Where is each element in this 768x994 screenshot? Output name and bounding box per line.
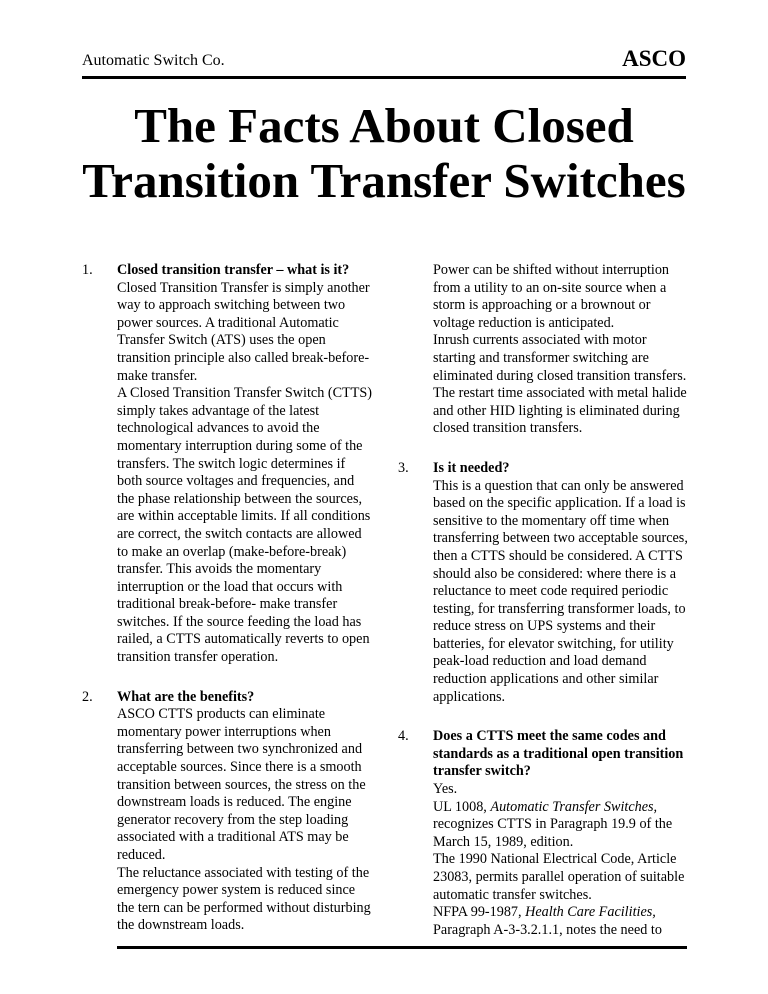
item-number: 2.: [82, 688, 93, 705]
header-rule: [82, 76, 686, 79]
right-column: [398, 262, 689, 961]
item-number: 4.: [398, 728, 409, 745]
faq-paragraph: The reluctance associated with testing of the emergency power system is reduced since the tern can be performed without disturbing the downstream loads.: [117, 864, 371, 934]
title-line-2: Transition Transfer Switches: [82, 153, 686, 208]
ul-text-post: recognizes CTTS in Paragraph 19.9 of the March 15, 1989, edition.: [433, 816, 673, 850]
item-number: 1.: [82, 262, 93, 278]
ul-text-pre: UL 1008,: [433, 798, 491, 815]
faq-paragraph: This is a question that can only be answered based on the specific application. If a load is sensitive to the momentary off time when transferring between two acceptable sources, then a CTTS should be considered. A CTTS should also be considered: where there is a reluctance to meet code required periodic testing, for transferring transformer loads, to reduce stress on UPS systems and their batteries, for elevator switching, for utility peak-load reduction and load demand reduction applications and other similar applications.: [433, 477, 688, 705]
faq-paragraph-nfpa: [433, 904, 689, 939]
left-column: [82, 262, 373, 957]
faq-item-2: [82, 688, 373, 935]
nfpa-text-post: Paragraph A-3-3.2.1.1, notes the need to: [433, 921, 662, 938]
faq-item-1: [82, 262, 373, 667]
faq-paragraph: Power can be shifted without interruption from a utility to an on-site source when a storm is approaching or a brownout or voltage reduction is anticipated.: [433, 262, 670, 331]
faq-paragraph-ul: [433, 799, 689, 852]
item-number: 3.: [398, 459, 409, 476]
nfpa-standard-title: Health Care Facilities,: [525, 904, 656, 921]
faq-question: What are the benefits?: [117, 688, 255, 705]
faq-answer: Yes.: [433, 781, 458, 798]
title-line-1: The Facts About Closed: [134, 98, 634, 153]
faq-paragraph: ASCO CTTS products can eliminate momentary power interruptions when transferring between two synchronized and acceptable sources. Since there is a smooth transition between sources, the stress on the downstream loads is reduced. The engine generator recovery from the step loading associated with a traditional ATS may be reduced.: [117, 706, 366, 863]
page-title: [60, 98, 708, 208]
faq-question: Is it needed?: [433, 459, 510, 476]
faq-paragraph: The restart time associated with metal halide and other HID lighting is eliminated during closed transition transfers.: [433, 385, 687, 437]
brand-logo-text: ASCO: [622, 46, 686, 71]
faq-item-2-continued: [433, 262, 689, 438]
company-name: Automatic Switch Co.: [82, 52, 225, 69]
faq-item-4: [398, 728, 689, 939]
faq-question: Does a CTTS meet the same codes and standards as a traditional open transition transfer switch?: [433, 728, 684, 780]
faq-paragraph: Inrush currents associated with motor starting and transformer switching are eliminated during closed transition transfers.: [433, 332, 687, 384]
faq-paragraph-nec: The 1990 National Electrical Code, Article 23083, permits parallel operation of suitable automatic transfer switches.: [433, 851, 685, 903]
faq-paragraph: Closed Transition Transfer is simply another way to approach switching between two power sources. A traditional Automatic Transfer Switch (ATS) uses the open transition principle also called break-before-make transfer.: [117, 279, 370, 384]
faq-item-3: [398, 459, 689, 706]
footer-rule: [117, 946, 687, 949]
faq-question: Closed transition transfer – what is it?: [117, 262, 350, 278]
ul-standard-title: Automatic Transfer Switches,: [490, 798, 658, 815]
faq-paragraph: A Closed Transition Transfer Switch (CTTS) simply takes advantage of the latest technological advances to avoid the momentary interruption during some of the transfers. The switch logic determines if both source voltages and frequencies, and the phase relationship between the sources, are within acceptable limits. If all conditions are correct, the switch contacts are allowed to make an overlap (make-before-break) transfer. This avoids the momentary interruption or the load that occurs with traditional break-before- make transfer switches. If the source feeding the load has railed, a CTTS automatically reverts to open transition transfer operation.: [117, 385, 373, 666]
nfpa-text-pre: NFPA 99-1987,: [433, 904, 526, 921]
